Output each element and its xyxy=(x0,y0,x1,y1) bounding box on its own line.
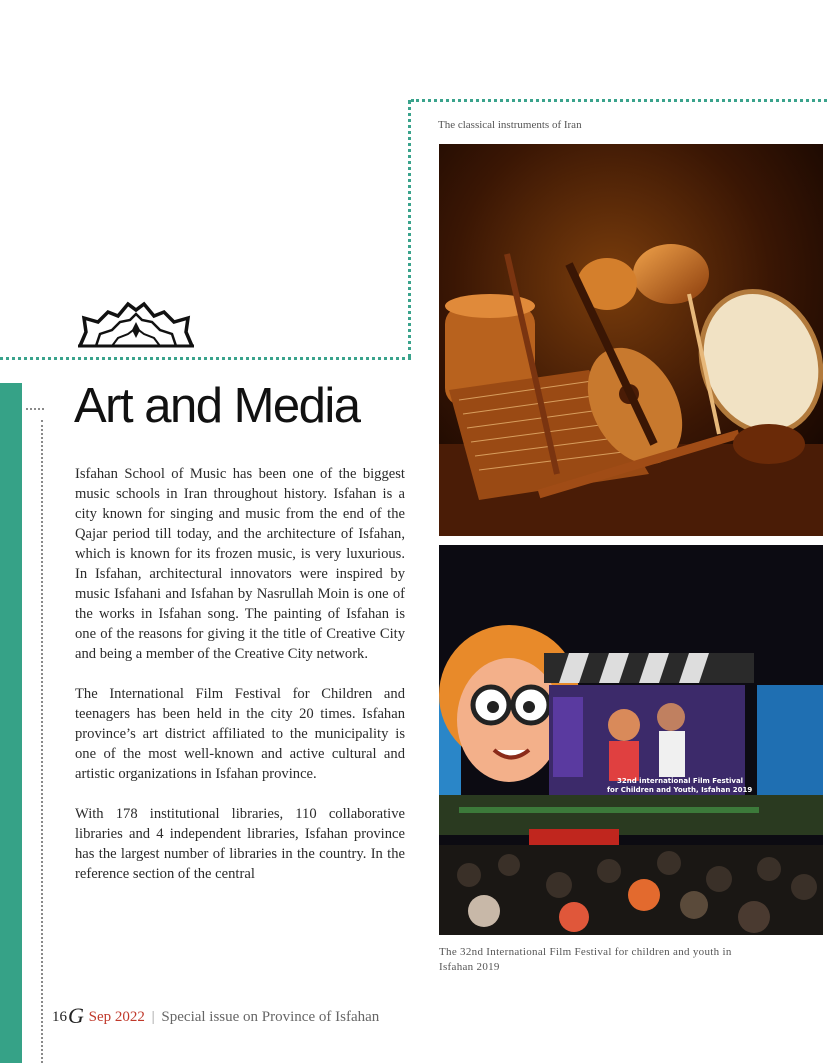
center-dotted-divider xyxy=(408,100,411,358)
svg-text:32nd international Film Festiv: 32nd international Film Festival xyxy=(617,777,744,785)
page-number: 16 xyxy=(52,1009,67,1025)
figure-caption-instruments: The classical instruments of Iran xyxy=(438,119,582,131)
left-dotted-rule xyxy=(41,420,43,1063)
figure-caption-festival: The 32nd International Film Festival for children and youth in Isfahan 2019 xyxy=(439,946,732,973)
top-dotted-border xyxy=(411,99,827,102)
instruments-photo xyxy=(439,144,823,536)
side-accent-bar xyxy=(0,383,22,1063)
paragraph-libraries: With 178 institutional libraries, 110 collaborative libraries and 4 independent libraries, Isfahan province has the largest number of libraries in the country. In the reference section of the central xyxy=(75,806,405,882)
mid-dotted-border xyxy=(0,357,411,360)
page-footer xyxy=(52,1001,379,1027)
issue-date: Sep 2022 xyxy=(88,1009,145,1025)
footer-separator: | xyxy=(151,1009,155,1025)
paragraph-music: Isfahan School of Music has been one of the biggest music schools in Iran throughout history. Isfahan is a city known for singing and music from the end of the Qajar period till today, and the architecture of Isfahan, which is known for its frozen music, is very luxurious. In Isfahan, architectural innovators were inspired by music Isfahani and Isfahan by Nasrullah Moin is one of the works in Isfahan song. The painting of Isfahan is one of the reasons for giving it the title of Creative City and being a member of the Creative City network. xyxy=(75,466,405,662)
paragraph-film-festival: The International Film Festival for Children and teenagers has been held in the city 20 times. Isfahan province’s art district affiliated to the municipality is one of the most well-known and active cultural and artistic organizations in Isfahan province. xyxy=(75,686,405,782)
section-title: Art and Media xyxy=(74,379,360,433)
title-dotted-lead xyxy=(26,408,44,410)
magazine-logo: G xyxy=(68,1003,84,1028)
ornament-icon xyxy=(78,300,194,348)
svg-text:for Children and Youth, Isfaha: for Children and Youth, Isfahan 2019 xyxy=(607,786,753,794)
article-body xyxy=(75,464,405,904)
issue-title: Special issue on Province of Isfahan xyxy=(161,1009,380,1025)
film-festival-photo xyxy=(439,545,823,935)
